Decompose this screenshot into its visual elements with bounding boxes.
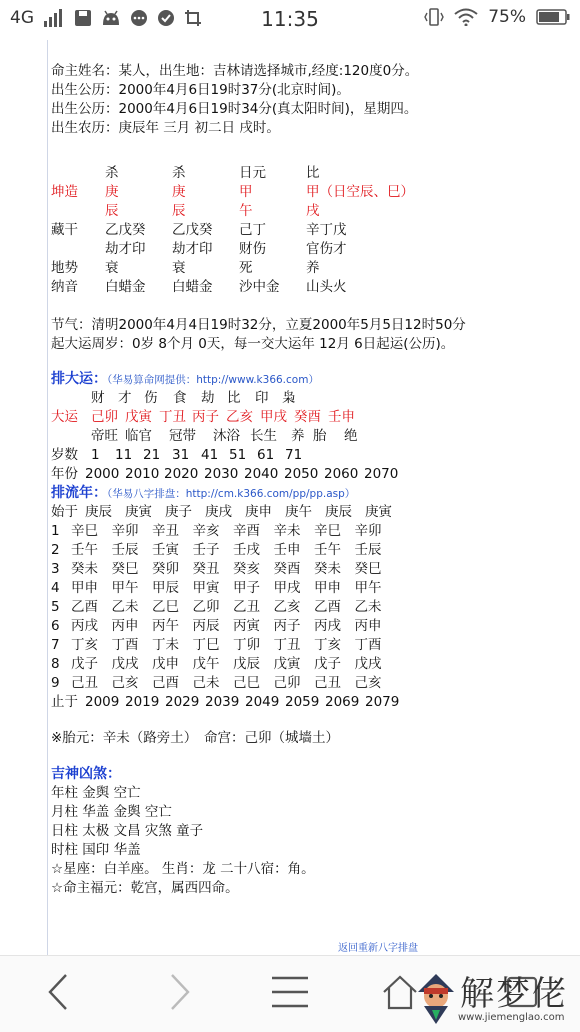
dayun-year-row <box>51 465 571 484</box>
liunian-cell: 壬戌 <box>233 542 260 558</box>
liunian-cell: 戊子 <box>71 656 98 672</box>
bazi-cell: 沙中金 <box>239 279 280 295</box>
bazi-cell: 劫才印 <box>105 241 146 257</box>
dayun-cell: 养 <box>291 428 305 444</box>
dayun-cell: 2030 <box>204 466 239 482</box>
jieqi-line: 节气：清明2000年4月4日19时32分，立夏2000年5月5日12时50分 <box>51 317 466 333</box>
shensha-line: 日柱 太极 文昌 灾煞 童子 <box>51 823 204 839</box>
liunian-cell: 癸巳 <box>354 561 382 577</box>
liunian-cell: 2029 <box>165 694 200 710</box>
liunian-cell: 辛卯 <box>354 523 382 539</box>
liunian-cell: 戊戌 <box>111 656 139 672</box>
vibrate-icon <box>424 8 444 26</box>
info-solar-beijing: 出生公历：2000年4月6日19时37分(北京时间)。 <box>51 82 350 98</box>
liunian-cell: 丁卯 <box>233 637 260 653</box>
page-border <box>47 40 48 980</box>
liunian-cell: 乙未 <box>111 599 139 615</box>
liunian-cell: 庚寅 <box>125 504 152 520</box>
dayun-cell: 戊寅 <box>125 409 152 425</box>
liunian-row <box>51 636 571 655</box>
liunian-cell: 戊申 <box>152 656 179 672</box>
bazi-nayin-row <box>51 278 571 297</box>
liunian-cell: 壬申 <box>273 542 301 558</box>
row-label: 5 <box>51 599 60 615</box>
liunian-cell: 癸亥 <box>233 561 260 577</box>
bazi-cell: 甲 <box>239 184 253 200</box>
row-label: 大运 <box>51 409 78 425</box>
bazi-cell: 午 <box>239 203 253 219</box>
chevron-left-icon <box>46 973 70 1011</box>
dayun-cell: 21 <box>143 447 161 463</box>
liunian-cell: 己亥 <box>354 675 382 691</box>
network-label: 4G <box>10 8 34 28</box>
watermark-text: 解梦佬 <box>460 974 568 1014</box>
bazi-cell: 戌 <box>306 203 320 219</box>
dayun-changsheng-row <box>51 427 571 446</box>
liunian-cell: 辛丑 <box>152 523 179 539</box>
shensha-line: 时柱 国印 华盖 <box>51 842 141 858</box>
liunian-cell: 丁酉 <box>354 637 382 653</box>
dayun-cell: 2070 <box>364 466 399 482</box>
dayun-cell: 1 <box>91 447 100 463</box>
liunian-cell: 丁巳 <box>192 637 220 653</box>
liunian-cell: 庚辰 <box>85 504 112 520</box>
dayun-cell: 比 <box>227 390 241 406</box>
row-label: 9 <box>51 675 60 691</box>
liunian-cell: 癸未 <box>314 561 341 577</box>
liunian-cell: 己丑 <box>71 675 98 691</box>
bazi-dishi-row <box>51 259 571 278</box>
liunian-row <box>51 541 571 560</box>
dayun-cell: 壬申 <box>328 409 355 425</box>
liunian-row <box>51 617 571 636</box>
liunian-row <box>51 560 571 579</box>
liunian-cell: 庚午 <box>285 504 312 520</box>
liunian-cell: 戊寅 <box>273 656 301 672</box>
liunian-cell: 2019 <box>125 694 160 710</box>
liunian-row <box>51 674 571 693</box>
bazi-result <box>51 62 571 898</box>
dayun-cell: 丙子 <box>192 409 219 425</box>
liunian-cell: 2039 <box>205 694 240 710</box>
nayin-label: 纳音 <box>51 279 78 295</box>
liunian-cell: 庚辰 <box>325 504 352 520</box>
liunian-cell: 戊午 <box>192 656 220 672</box>
bazi-cell: 白蜡金 <box>172 279 213 295</box>
liunian-cell: 2079 <box>365 694 400 710</box>
liunian-cell: 庚子 <box>165 504 192 520</box>
dayun-cell: 冠带 <box>169 428 196 444</box>
dayun-cell: 己卯 <box>91 409 118 425</box>
liunian-cell: 癸酉 <box>273 561 301 577</box>
row-label: 止于 <box>51 694 78 710</box>
dayun-shishen-row <box>51 389 571 408</box>
dayun-cell: 甲戌 <box>260 409 287 425</box>
liunian-cell: 丁未 <box>152 637 179 653</box>
bazi-cell: 官伤才 <box>306 241 347 257</box>
bazi-cell: 甲（日空辰、巳） <box>306 184 414 200</box>
info-lunar: 出生农历：庚辰年 三月 初二日 戌时。 <box>51 120 280 136</box>
liunian-cell: 己卯 <box>273 675 301 691</box>
bazi-cell: 辛丁戊 <box>306 222 347 238</box>
bazi-cell: 庚 <box>105 184 119 200</box>
bazi-cell: 财伤 <box>239 241 266 257</box>
shensha-line: ☆星座：白羊座。 生肖：龙 二十八宿：角。 <box>51 861 315 877</box>
shensha-title: 吉神凶煞： <box>51 766 121 782</box>
dayun-cell: 长生 <box>250 428 277 444</box>
liunian-header <box>51 484 571 503</box>
canggan-label: 藏干 <box>51 222 78 238</box>
dayun-title: 排大运： <box>51 371 107 387</box>
liunian-cell: 壬辰 <box>354 542 382 558</box>
shensha-header <box>51 765 571 784</box>
back-to-bazi-link[interactable]: 返回重新八字排盘 <box>338 943 418 954</box>
liunian-cell: 乙酉 <box>71 599 98 615</box>
liunian-cell: 甲申 <box>71 580 98 596</box>
liunian-cell: 2069 <box>325 694 360 710</box>
liunian-cell: 戊子 <box>314 656 341 672</box>
dayun-cell: 临官 <box>125 428 152 444</box>
liunian-cell: 庚申 <box>245 504 272 520</box>
taiyuan-minggong: ※胎元：辛未（路旁土） 命宫：己卯（城墙土） <box>51 730 340 746</box>
liunian-cell: 乙未 <box>354 599 382 615</box>
liunian-cell: 己丑 <box>314 675 341 691</box>
liunian-cell: 丙戌 <box>71 618 98 634</box>
liunian-cell: 庚寅 <box>365 504 392 520</box>
bazi-canggan-ss-row <box>51 240 571 259</box>
bazi-dizhi-row <box>51 202 571 221</box>
liunian-cell: 丁丑 <box>273 637 301 653</box>
liunian-cell: 甲辰 <box>152 580 179 596</box>
bazi-cell: 杀 <box>172 165 186 181</box>
liunian-cell: 甲午 <box>354 580 382 596</box>
kunzao-label: 坤造 <box>51 184 78 200</box>
dayun-cell: 61 <box>257 447 275 463</box>
liunian-cell: 2009 <box>85 694 120 710</box>
dayun-cell: 食 <box>173 390 187 406</box>
liunian-cell: 辛亥 <box>192 523 220 539</box>
liunian-cell: 癸未 <box>71 561 98 577</box>
dayun-cell: 财 <box>91 390 105 406</box>
dayun-cell: 2050 <box>284 466 319 482</box>
dayun-cell: 2060 <box>324 466 359 482</box>
row-label: 3 <box>51 561 60 577</box>
dayun-cell: 枭 <box>282 390 296 406</box>
shensha-line: 月柱 华盖 金舆 空亡 <box>51 804 172 820</box>
liunian-row <box>51 598 571 617</box>
liunian-cell: 甲子 <box>233 580 260 596</box>
liunian-cell: 辛未 <box>273 523 301 539</box>
liunian-cell: 己酉 <box>152 675 179 691</box>
dayun-cell: 乙亥 <box>226 409 253 425</box>
liunian-cell: 丙子 <box>273 618 301 634</box>
dayun-cell: 41 <box>201 447 219 463</box>
watermark-url: www.jiemenglao.com <box>458 1012 565 1023</box>
liunian-cell: 乙卯 <box>192 599 220 615</box>
dayun-cell: 帝旺 <box>91 428 118 444</box>
back-button[interactable] <box>36 970 80 1014</box>
liunian-cell: 甲寅 <box>192 580 220 596</box>
row-label: 2 <box>51 542 60 558</box>
dayun-cell: 丁丑 <box>159 409 186 425</box>
bazi-cell: 养 <box>306 260 320 276</box>
liunian-cell: 乙亥 <box>273 599 301 615</box>
dayun-cell: 51 <box>229 447 247 463</box>
liunian-cell: 壬午 <box>314 542 341 558</box>
liunian-cell: 甲申 <box>314 580 341 596</box>
battery-icon <box>536 9 570 25</box>
dayun-age-row <box>51 446 571 465</box>
bazi-shishen-row <box>51 164 571 183</box>
dayun-cell: 绝 <box>344 428 358 444</box>
wifi-icon <box>454 8 478 26</box>
liunian-cell: 丙申 <box>111 618 139 634</box>
dayun-cell: 胎 <box>313 428 327 444</box>
bazi-cell: 辰 <box>172 203 186 219</box>
bazi-canggan-row <box>51 221 571 240</box>
liunian-cell: 甲戌 <box>273 580 301 596</box>
bazi-cell: 比 <box>306 165 320 181</box>
dayun-cell: 癸酉 <box>294 409 321 425</box>
row-label: 岁数 <box>51 447 78 463</box>
battery-level: 75% <box>488 7 526 27</box>
liunian-cell: 2059 <box>285 694 320 710</box>
bazi-cell: 衰 <box>172 260 186 276</box>
liunian-cell: 丁亥 <box>314 637 341 653</box>
dayun-cell: 劫 <box>201 390 215 406</box>
row-label: 4 <box>51 580 60 596</box>
liunian-cell: 2049 <box>245 694 280 710</box>
dayun-cell: 2040 <box>244 466 279 482</box>
row-label: 8 <box>51 656 60 672</box>
liunian-cell: 癸丑 <box>192 561 220 577</box>
liunian-cell: 癸巳 <box>111 561 139 577</box>
liunian-cell: 丙寅 <box>233 618 260 634</box>
bazi-cell: 杀 <box>105 165 119 181</box>
menu-icon <box>270 975 310 1009</box>
liunian-row <box>51 579 571 598</box>
liunian-cell: 壬辰 <box>111 542 139 558</box>
row-label: 年份 <box>51 466 78 482</box>
dayun-cell: 才 <box>118 390 132 406</box>
bazi-tiangan-row <box>51 183 571 202</box>
dayun-cell: 2020 <box>164 466 199 482</box>
bazi-cell: 乙戊癸 <box>105 222 146 238</box>
liunian-cell: 丁亥 <box>71 637 98 653</box>
row-label: 1 <box>51 523 60 539</box>
liunian-end-row <box>51 693 571 712</box>
liunian-cell: 戊戌 <box>354 656 382 672</box>
chevron-right-icon <box>168 973 192 1011</box>
liunian-cell: 庚戌 <box>205 504 232 520</box>
dayun-cell: 2000 <box>85 466 120 482</box>
liunian-cell: 丙申 <box>354 618 382 634</box>
dayun-cell: 71 <box>285 447 303 463</box>
liunian-cell: 甲午 <box>111 580 139 596</box>
liunian-cell: 乙丑 <box>233 599 260 615</box>
forward-button[interactable] <box>158 970 202 1014</box>
bazi-cell: 己丁 <box>239 222 266 238</box>
status-bar <box>0 0 580 36</box>
liunian-row <box>51 522 571 541</box>
dayun-cell: 伤 <box>144 390 158 406</box>
bazi-cell: 劫才印 <box>172 241 213 257</box>
bazi-cell: 衰 <box>105 260 119 276</box>
info-name: 命主姓名：某人，出生地：吉林请选择城市,经度:120度0分。 <box>51 63 419 79</box>
dayun-cell: 沐浴 <box>213 428 240 444</box>
row-label: 6 <box>51 618 60 634</box>
bazi-cell: 日元 <box>239 165 266 181</box>
liunian-cell: 丁酉 <box>111 637 139 653</box>
liunian-cell: 己未 <box>192 675 220 691</box>
bazi-cell: 庚 <box>172 184 186 200</box>
liunian-cell: 己巳 <box>233 675 260 691</box>
dayun-ganzhi-row <box>51 408 571 427</box>
bazi-cell: 死 <box>239 260 253 276</box>
dayun-cell: 11 <box>115 447 133 463</box>
shensha-line: 年柱 金舆 空亡 <box>51 785 141 801</box>
menu-button[interactable] <box>268 970 312 1014</box>
liunian-start-row <box>51 503 571 522</box>
dayun-header <box>51 370 571 389</box>
liunian-cell: 壬寅 <box>152 542 179 558</box>
liunian-cell: 戊辰 <box>233 656 260 672</box>
dayun-cell: 印 <box>255 390 269 406</box>
liunian-title: 排流年： <box>51 485 107 501</box>
liunian-cell: 辛巳 <box>314 523 341 539</box>
dayun-cell: 2010 <box>125 466 160 482</box>
liunian-cell: 壬子 <box>192 542 220 558</box>
liunian-row <box>51 655 571 674</box>
liunian-cell: 壬午 <box>71 542 98 558</box>
dayun-source-link[interactable]: （华易算命网提供：http://www.k366.com） <box>107 374 319 386</box>
dayun-cell: 31 <box>172 447 190 463</box>
row-label: 始于 <box>51 504 78 520</box>
liunian-cell: 己亥 <box>111 675 139 691</box>
liunian-cell: 丙午 <box>152 618 179 634</box>
liunian-cell: 辛酉 <box>233 523 260 539</box>
liunian-cell: 辛卯 <box>111 523 139 539</box>
bazi-cell: 乙戊癸 <box>172 222 213 238</box>
dishi-label: 地势 <box>51 260 78 276</box>
row-label: 7 <box>51 637 60 653</box>
bazi-cell: 白蜡金 <box>105 279 146 295</box>
info-solar-true: 出生公历：2000年4月6日19时34分(真太阳时间)，星期四。 <box>51 101 418 117</box>
liunian-cell: 丙戌 <box>314 618 341 634</box>
liunian-source-link[interactable]: （华易八字排盘：http://cm.k366.com/pp/pp.asp） <box>107 488 356 500</box>
liunian-cell: 丙辰 <box>192 618 220 634</box>
bazi-cell: 山头火 <box>306 279 347 295</box>
liunian-cell: 辛巳 <box>71 523 98 539</box>
liunian-cell: 乙酉 <box>314 599 341 615</box>
liunian-cell: 乙巳 <box>152 599 179 615</box>
liunian-cell: 癸卯 <box>152 561 179 577</box>
shensha-line: ☆命主福元：乾宫，属西四命。 <box>51 880 239 896</box>
clock: 11:35 <box>261 7 319 31</box>
qiyun-line: 起大运周岁：0岁 8个月 0天，每一交大运年 12月 6日起运(公历)。 <box>51 336 455 352</box>
bazi-cell: 辰 <box>105 203 119 219</box>
